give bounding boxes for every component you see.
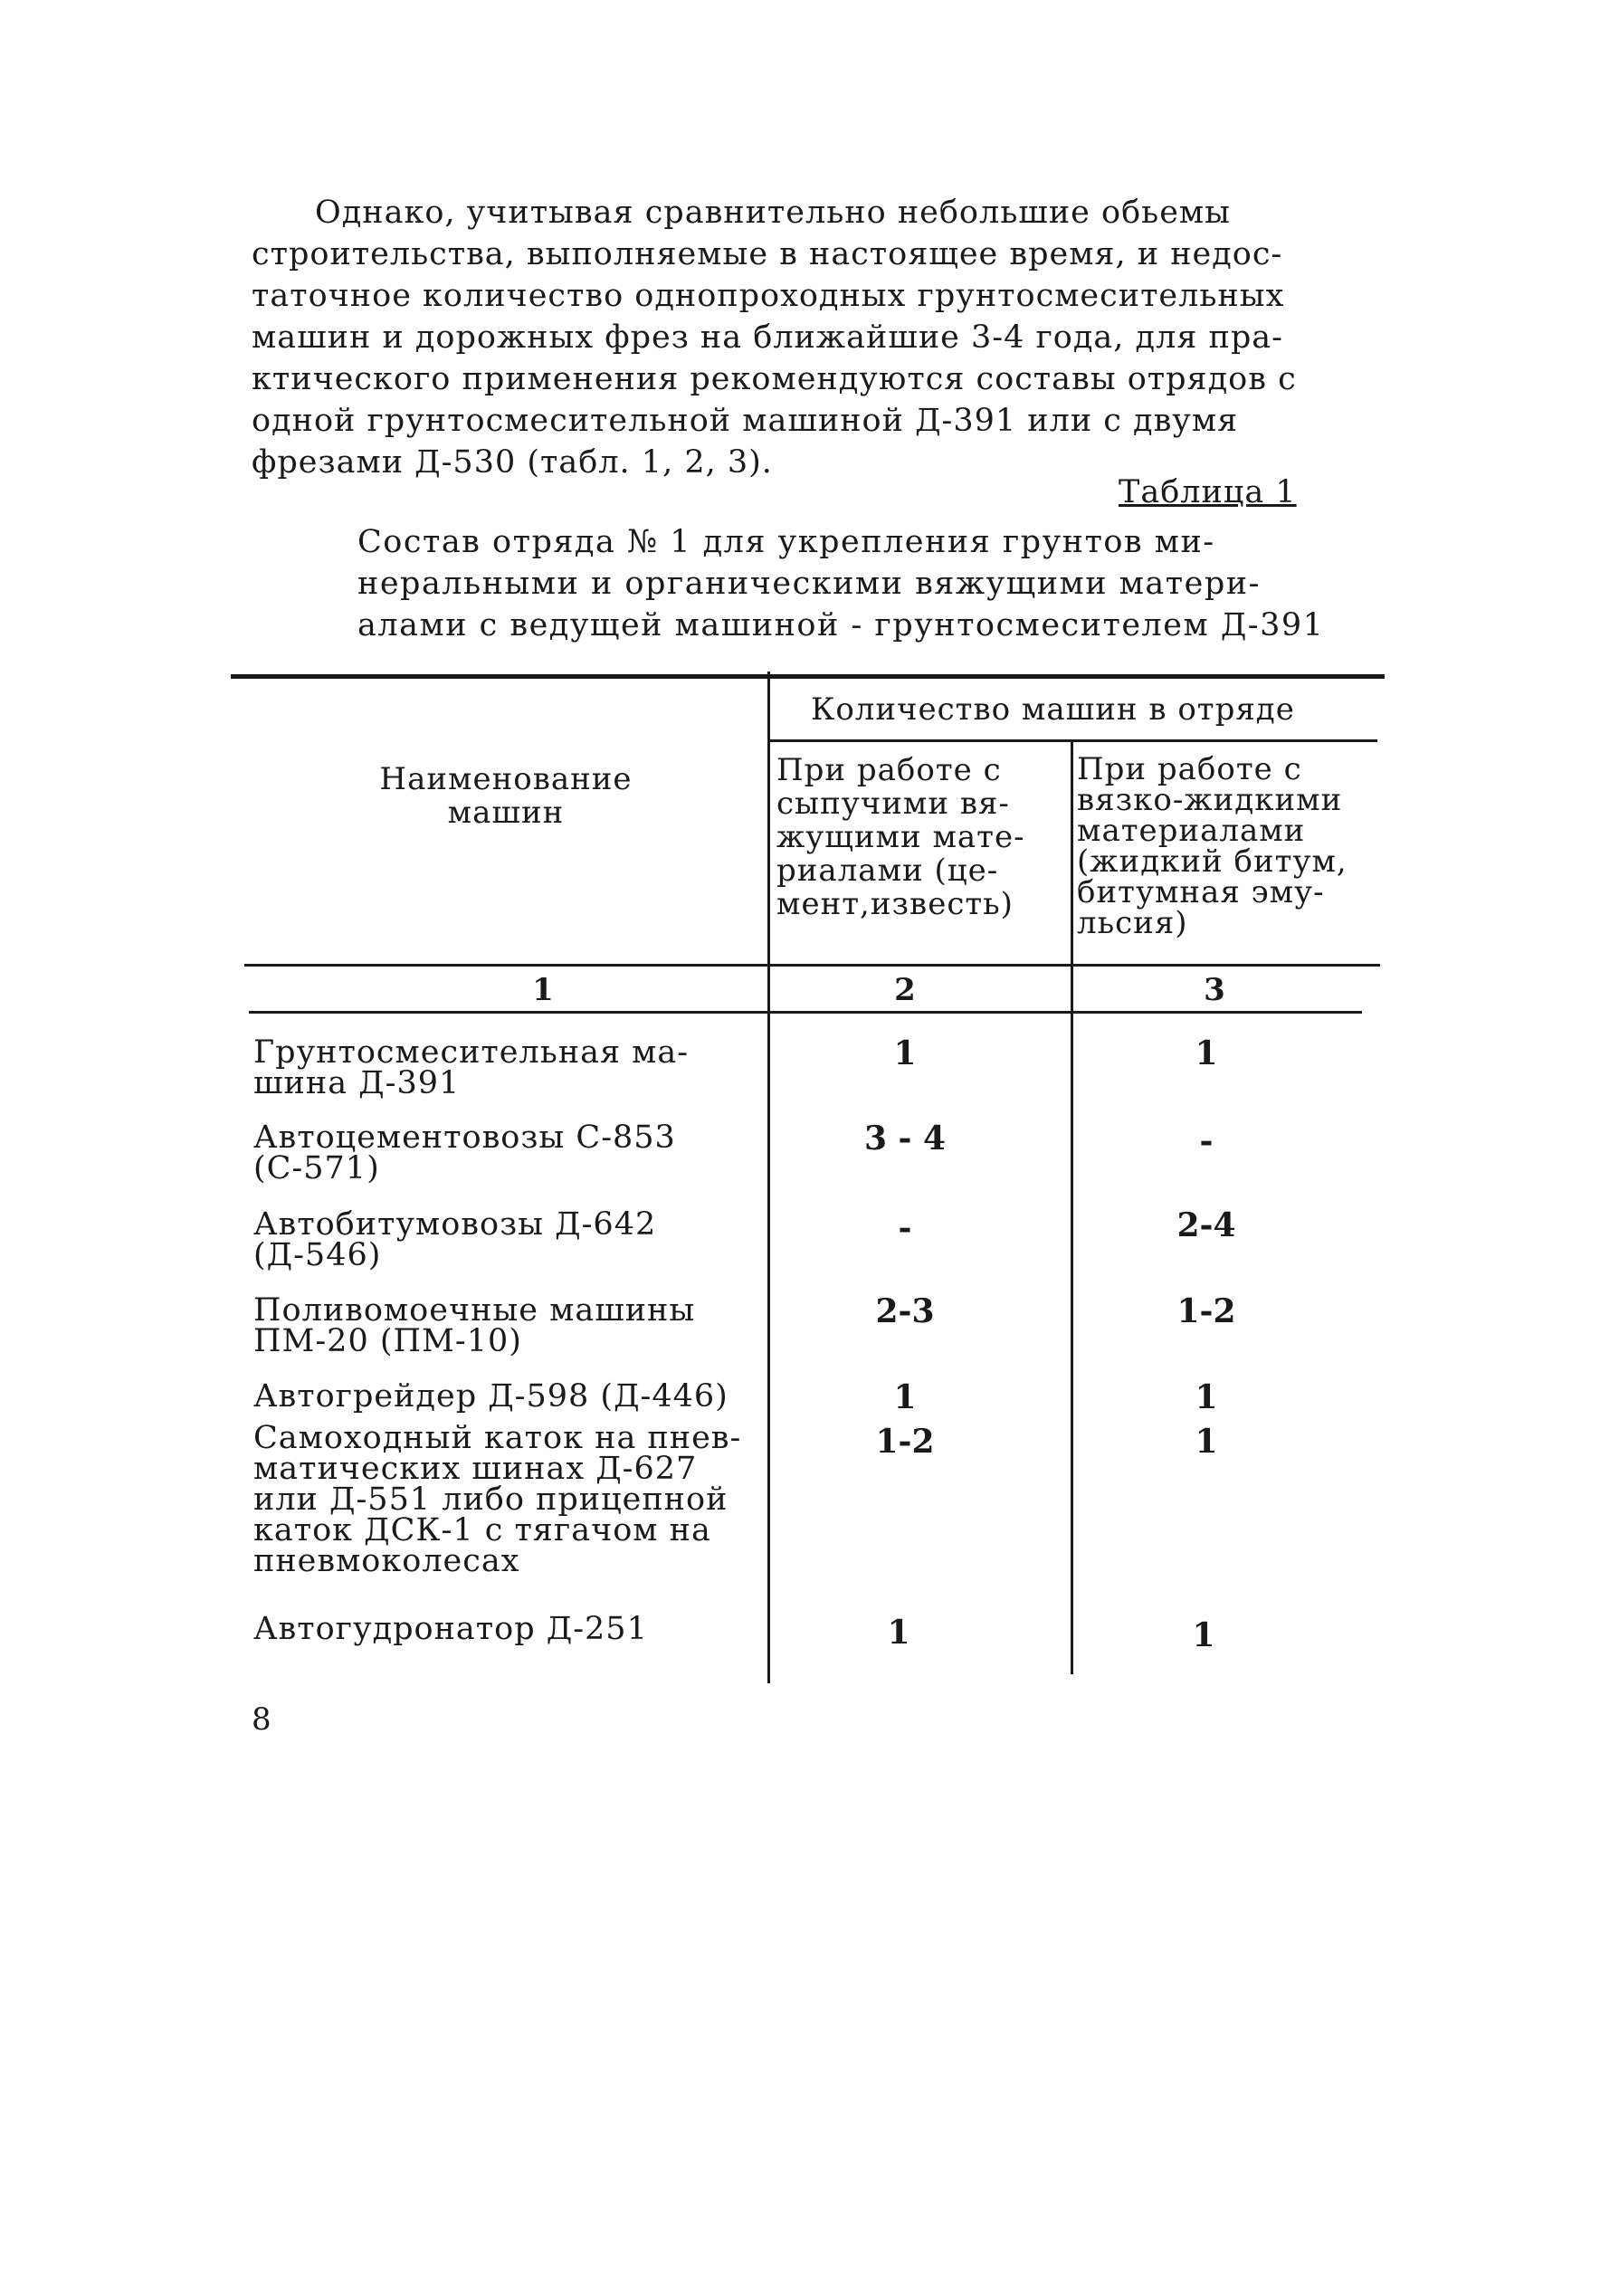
header-col3-line: При работе с bbox=[1077, 751, 1302, 787]
row-name-line: Автобитумовозы Д-642 bbox=[253, 1206, 657, 1243]
row-value-col3: 1 bbox=[1192, 1616, 1215, 1654]
table-label: Таблица 1 bbox=[1119, 474, 1297, 510]
row-name-line: (Д-546) bbox=[253, 1237, 382, 1273]
row-value-col3: 1-2 bbox=[1176, 1292, 1236, 1330]
row-value-col2: 1 bbox=[893, 1378, 917, 1416]
table-row-name bbox=[253, 1420, 742, 1579]
row-name-line: матических шинах Д-627 bbox=[253, 1451, 698, 1487]
column-number-1: 1 bbox=[532, 972, 554, 1008]
page-number: 8 bbox=[252, 1701, 271, 1738]
header-col2-line: сыпучими вя- bbox=[776, 786, 1010, 822]
column-number-rule bbox=[249, 1011, 1362, 1014]
row-value-col2: - bbox=[898, 1209, 912, 1247]
header-name-line: Наименование bbox=[379, 761, 633, 797]
intro-line: фрезами Д-530 (табл. 1, 2, 3). bbox=[252, 444, 773, 481]
header-col2 bbox=[776, 754, 1025, 921]
row-value-col2: 1 bbox=[887, 1614, 910, 1652]
column-number-3: 3 bbox=[1204, 972, 1225, 1008]
row-value-col2: 3 - 4 bbox=[863, 1119, 947, 1158]
header-col2-line: жущими мате- bbox=[776, 819, 1025, 855]
header-col3-line: битумная эму- bbox=[1077, 874, 1325, 910]
row-name-line: (С-571) bbox=[253, 1150, 380, 1186]
row-name-line: Автогудронатор Д-251 bbox=[253, 1611, 648, 1647]
table-row-name bbox=[253, 1378, 729, 1415]
header-machine-name bbox=[244, 763, 767, 830]
row-name-line: Автогрейдер Д-598 (Д-446) bbox=[253, 1378, 729, 1415]
row-name-line: Поливомоечные машины bbox=[253, 1292, 696, 1329]
intro-line: Однако, учитывая сравнительно небольшие обьемы bbox=[315, 195, 1231, 231]
table-row-name bbox=[253, 1611, 648, 1647]
row-value-col2: 2-3 bbox=[875, 1292, 935, 1330]
column-divider-1 bbox=[767, 672, 770, 1683]
row-value-col2: 1-2 bbox=[875, 1423, 935, 1461]
intro-line: таточное количество однопроходных грунтосмесительных bbox=[252, 278, 1285, 314]
row-value-col3: 2-4 bbox=[1176, 1206, 1236, 1244]
table-caption bbox=[357, 521, 1398, 646]
row-value-col3: 1 bbox=[1195, 1034, 1218, 1072]
table-row-name bbox=[253, 1119, 676, 1186]
header-group-title: Количество машин в отряде bbox=[811, 691, 1295, 728]
header-name-line: машин bbox=[447, 795, 565, 831]
column-number-2: 2 bbox=[894, 972, 916, 1008]
table-row-name bbox=[253, 1034, 690, 1101]
row-name-line: или Д-551 либо прицепной bbox=[253, 1481, 729, 1518]
header-col3-line: (жидкий битум, bbox=[1077, 843, 1348, 880]
group-header-rule bbox=[769, 739, 1377, 742]
header-col3-line: льсия) bbox=[1077, 905, 1188, 941]
row-name-line: каток ДСК-1 с тягачом на bbox=[253, 1512, 711, 1548]
header-col2-line: При работе с bbox=[776, 752, 1002, 788]
table-row-name bbox=[253, 1292, 696, 1359]
row-value-col3: 1 bbox=[1195, 1378, 1218, 1416]
row-name-line: пневмоколесах bbox=[253, 1543, 520, 1579]
row-name-line: Автоцементовозы С-853 bbox=[253, 1119, 676, 1156]
intro-line: машин и дорожных фрез на ближайшие 3-4 года, для пра- bbox=[252, 319, 1283, 356]
intro-paragraph bbox=[252, 192, 1383, 483]
table-row-name bbox=[253, 1206, 657, 1273]
caption-line: алами с ведущей машиной - грунтосмесителем Д-391 bbox=[357, 607, 1325, 643]
intro-line: ктического применения рекомендуются составы отрядов с bbox=[252, 361, 1297, 397]
row-value-col3: - bbox=[1199, 1122, 1214, 1160]
row-name-line: Грунтосмесительная ма- bbox=[253, 1034, 690, 1071]
row-value-col2: 1 bbox=[893, 1034, 917, 1072]
table-top-rule bbox=[231, 674, 1385, 679]
caption-line: неральными и органическими вяжущими матери- bbox=[357, 566, 1261, 602]
header-col3-line: вязко-жидкими bbox=[1077, 782, 1343, 818]
header-col2-line: риалами (це- bbox=[776, 853, 999, 889]
row-name-line: шина Д-391 bbox=[253, 1065, 461, 1101]
header-col2-line: мент,известь) bbox=[776, 886, 1014, 922]
header-col3 bbox=[1077, 751, 1348, 941]
header-col3-line: материалами bbox=[1077, 813, 1306, 849]
intro-line: строительства, выполняемые в настоящее время, и недос- bbox=[252, 236, 1283, 272]
row-value-col3: 1 bbox=[1195, 1423, 1218, 1461]
column-divider-2 bbox=[1071, 742, 1073, 1674]
row-name-line: Самоходный каток на пнев- bbox=[253, 1420, 742, 1456]
caption-line: Состав отряда № 1 для укрепления грунтов ми- bbox=[357, 524, 1215, 560]
row-name-line: ПМ-20 (ПМ-10) bbox=[253, 1323, 522, 1359]
header-bottom-rule bbox=[244, 964, 1380, 967]
intro-line: одной грунтосмесительной машиной Д-391 или с двумя bbox=[252, 403, 1239, 439]
